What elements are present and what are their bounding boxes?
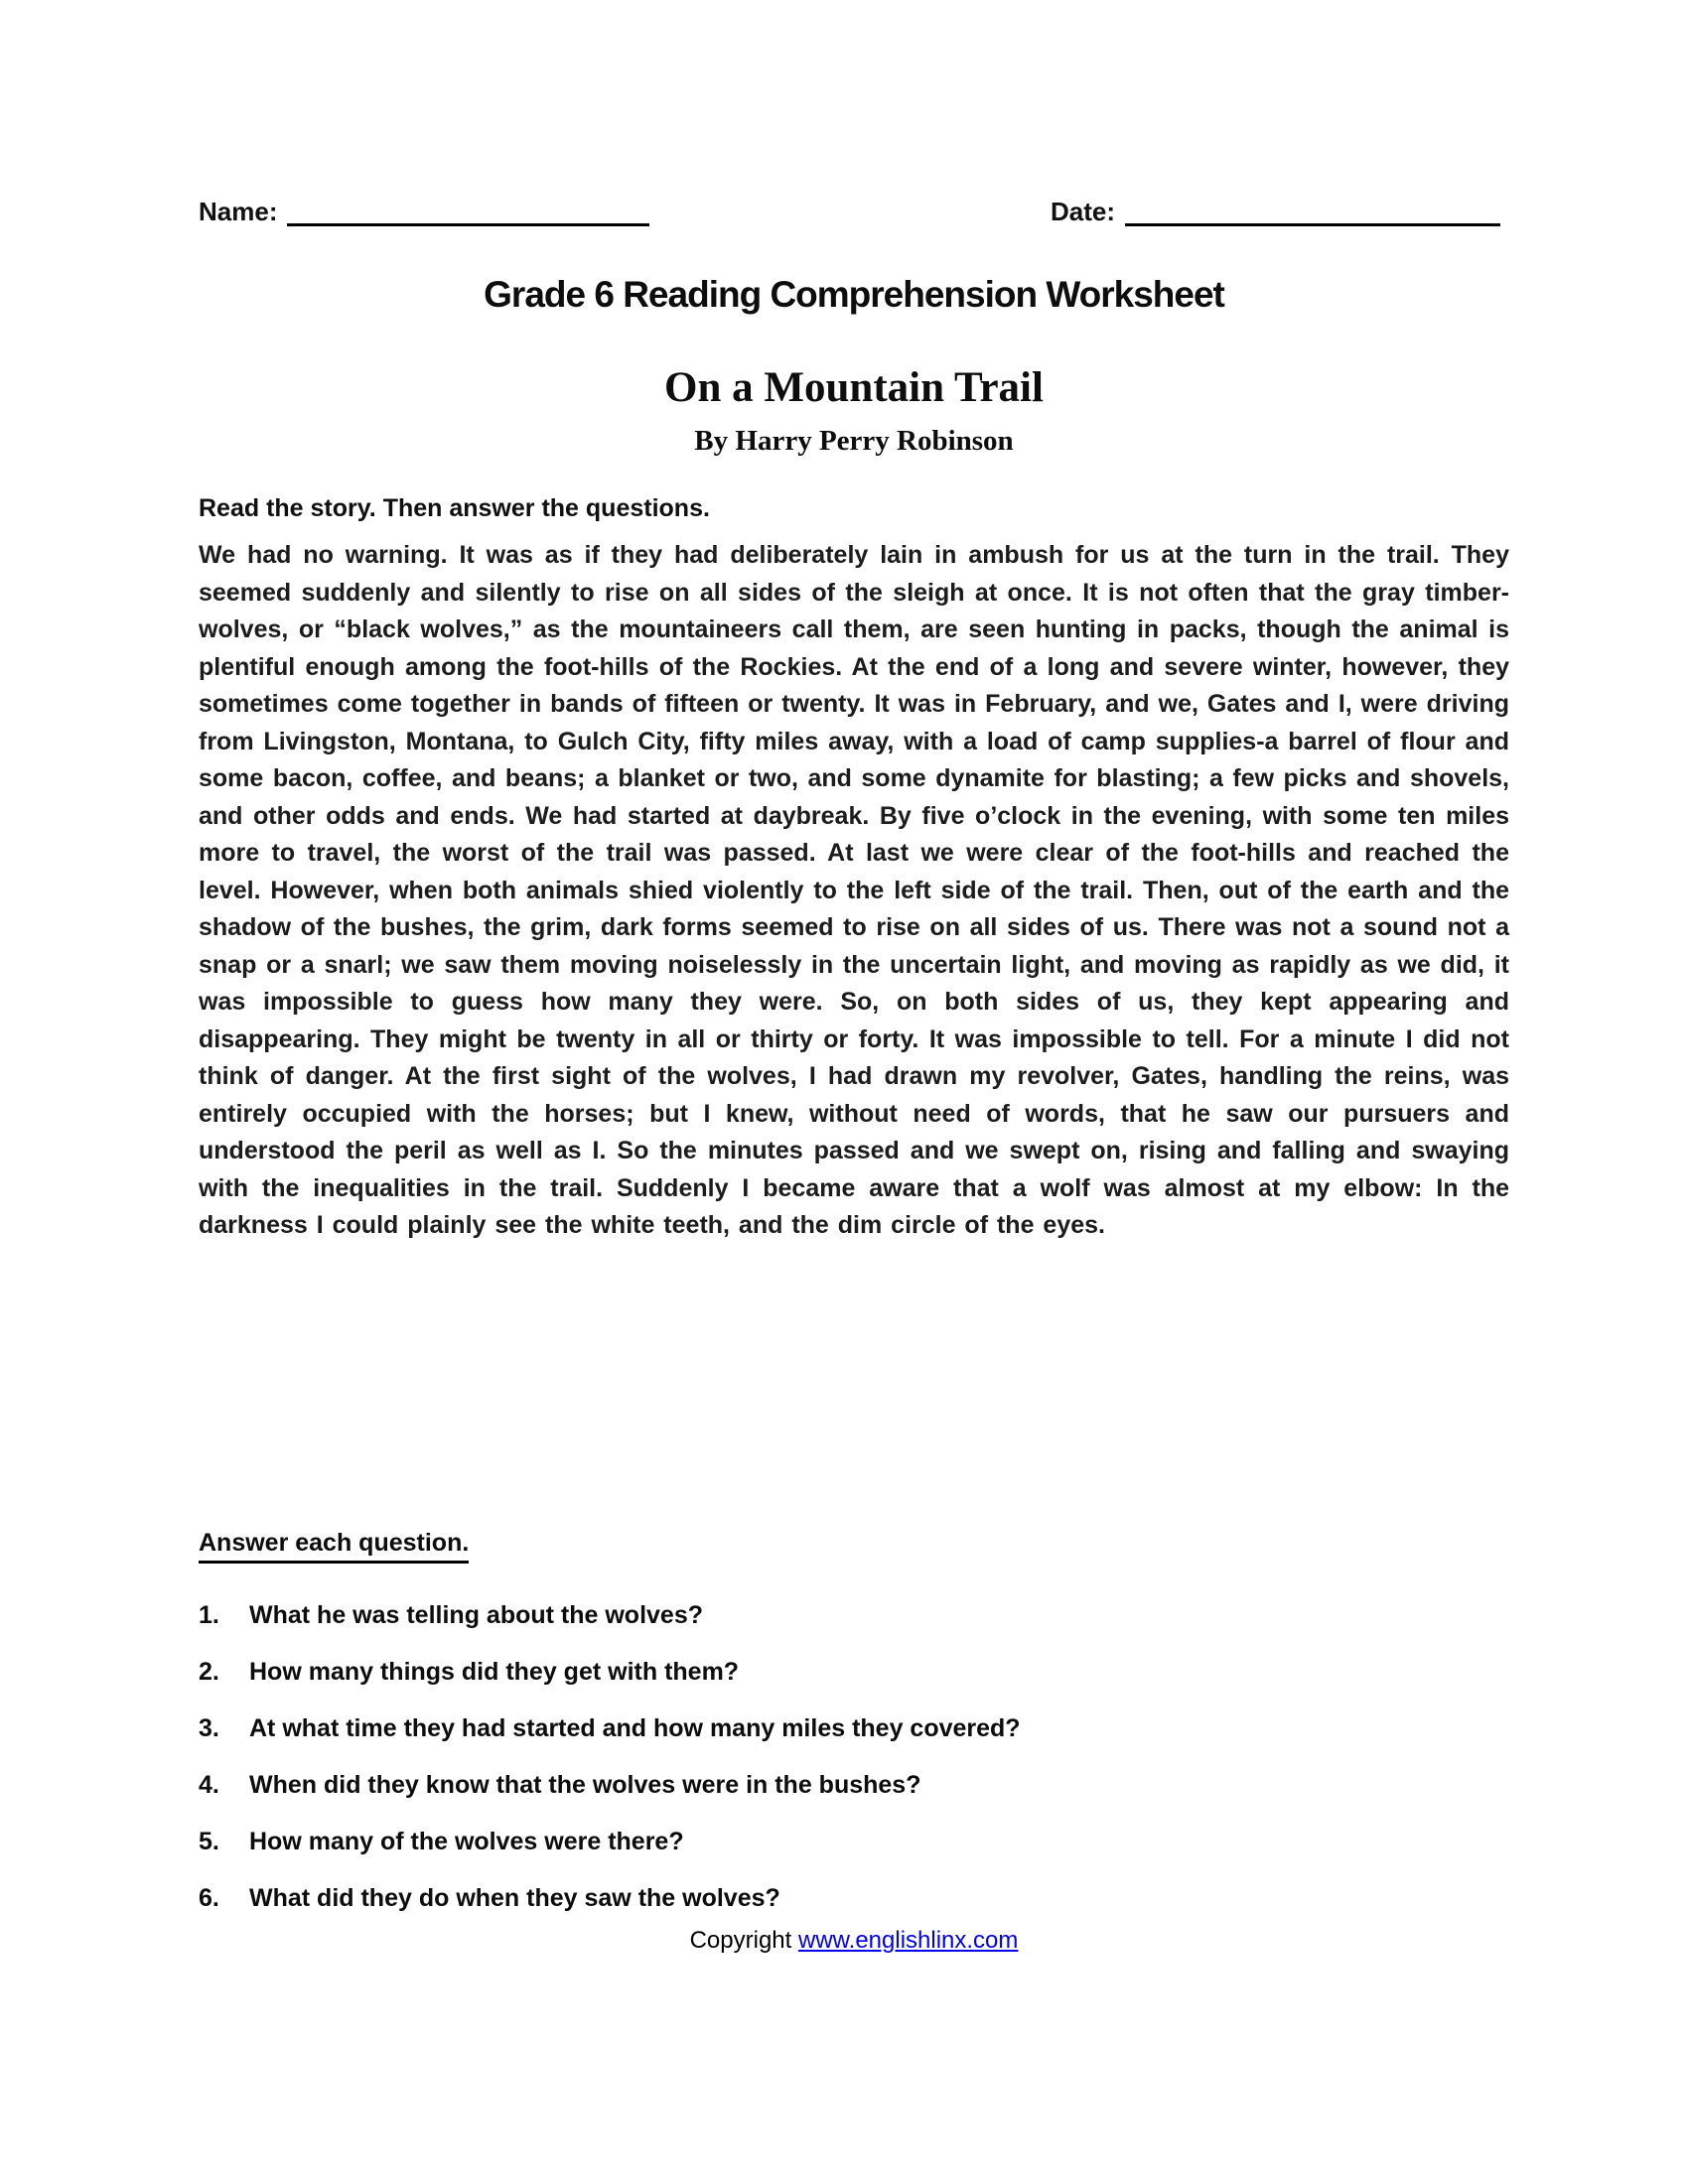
answer-section-heading: Answer each question. [199, 1529, 469, 1564]
question-number: 5. [199, 1828, 219, 1855]
worksheet-title: Grade 6 Reading Comprehension Worksheet [484, 274, 1224, 315]
copyright-label: Copyright [689, 1927, 798, 1954]
question-text: How many of the wolves were there? [249, 1828, 684, 1855]
date-blank-line [1125, 200, 1500, 226]
footer [199, 1927, 1509, 1955]
question-item-2 [199, 1657, 1509, 1687]
name-field [199, 197, 649, 226]
question-number: 1. [199, 1601, 219, 1629]
question-text: When did they know that the wolves were in the bushes? [249, 1771, 921, 1799]
instructions-text: Read the story. Then answer the questions. [199, 494, 710, 522]
question-item-1 [199, 1600, 1509, 1630]
story-passage: We had no warning. It was as if they had deliberately lain in ambush for us at the turn in the trail. They seemed suddenly and silently to rise on all sides of the sleigh at once. It is not often that the gray timber-wolves, or “black wolves,” as the mountaineers call them, are seen hunting in packs, though the animal is plentiful enough among the foot-hills of the Rockies. At the end of a long and severe winter, however, they sometimes come together in bands of fifteen or twenty. It was in February, and we, Gates and I, were driving from Livingston, Montana, to Gulch City, fifty miles away, with a load of camp supplies-a barrel of flour and some bacon, coffee, and beans; a blanket or two, and some dynamite for blasting; a few picks and shovels, and other odds and ends. We had started at daybreak. By five o’clock in the evening, with some ten miles more to travel, the worst of the trail was passed. At last we were clear of the foot-hills and reached the level. However, when both animals shied violently to the left side of the trail. Then, out of the earth and the shadow of the bushes, the grim, dark forms seemed to rise on all sides of us. There was not a sound not a snap or a snarl; we saw them moving noiselessly in the uncertain light, and moving as rapidly as we did, it was impossible to guess how many they were. So, on both sides of us, they kept appearing and disappearing. They might be twenty in all or thirty or forty. It was impossible to tell. For a minute I did not think of danger. At the first sight of the wolves, I had drawn my revolver, Gates, handling the reins, was entirely occupied with the horses; but I knew, without need of words, that he saw our pursuers and understood the peril as well as I. So the minutes passed and we swept on, rising and falling and swaying with the inequalities in the trail. Suddenly I became aware that a wolf was almost at my elbow: In the darkness I could plainly see the white teeth, and the dim circle of the eyes. [199, 541, 1509, 1239]
question-text: At what time they had started and how many miles they covered? [249, 1714, 1021, 1742]
question-list [199, 1600, 1509, 1940]
question-text: What he was telling about the wolves? [249, 1601, 703, 1629]
question-number: 2. [199, 1658, 219, 1686]
question-item-6 [199, 1883, 1509, 1913]
footer-link[interactable]: www.englishlinx.com [797, 1927, 1019, 1954]
date-field [1051, 197, 1500, 226]
question-number: 6. [199, 1884, 219, 1912]
name-label: Name: [199, 197, 278, 226]
question-item-4 [199, 1770, 1509, 1800]
question-text: How many things did they get with them? [249, 1658, 740, 1686]
date-label: Date: [1051, 197, 1116, 226]
question-item-3 [199, 1713, 1509, 1743]
story-title: On a Mountain Trail [664, 364, 1044, 411]
question-number: 3. [199, 1714, 219, 1742]
question-number: 4. [199, 1771, 219, 1799]
name-blank-line [287, 200, 649, 226]
question-text: What did they do when they saw the wolves? [249, 1884, 780, 1912]
answer-section [199, 1529, 469, 1564]
story-byline: By Harry Perry Robinson [694, 425, 1014, 457]
question-item-5 [199, 1827, 1509, 1856]
